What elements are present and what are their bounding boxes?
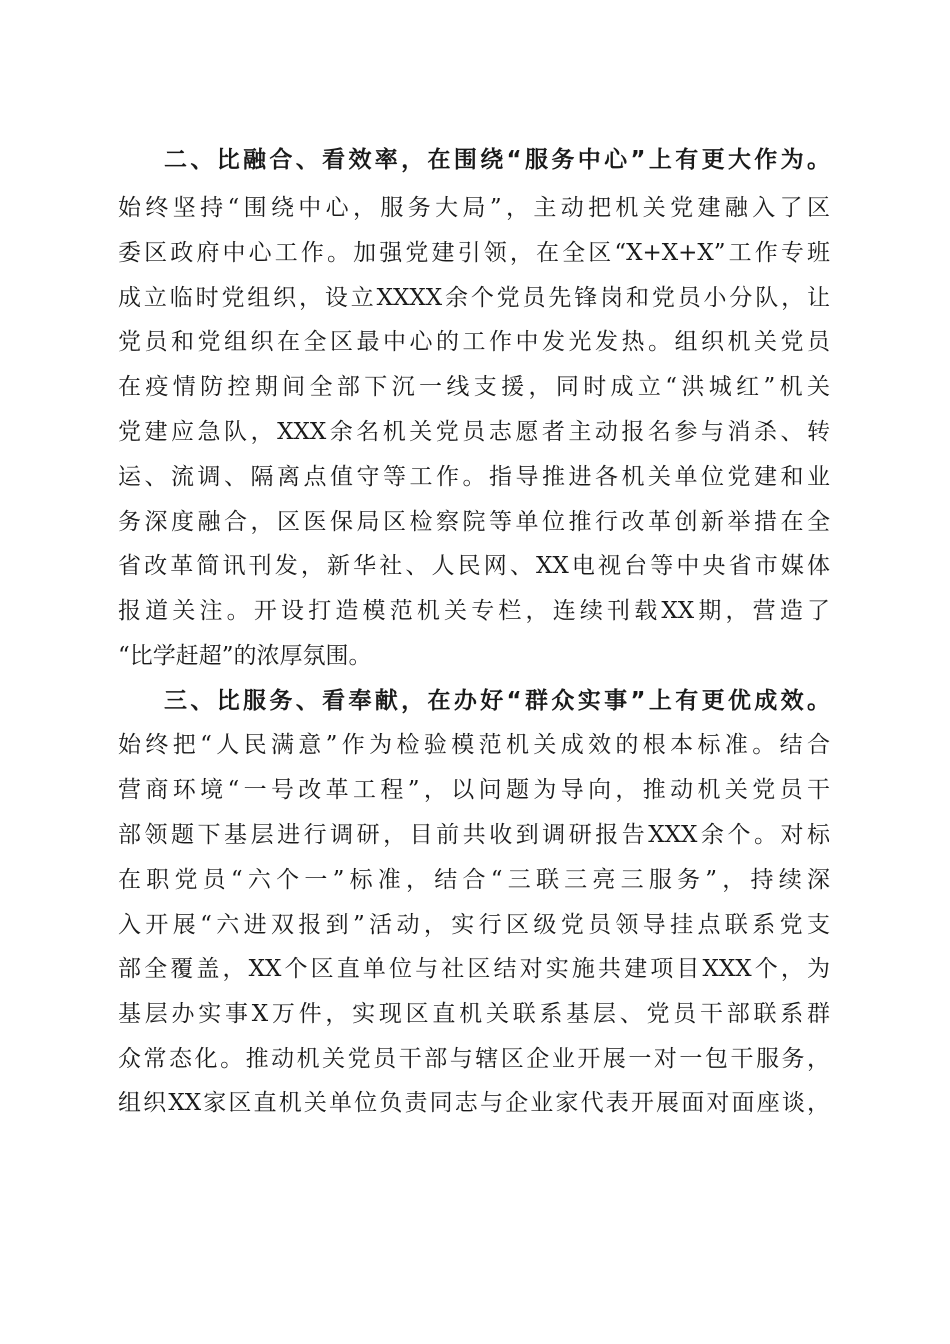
section-2-line-11: “比学赶超”的浓厚氛围。 (118, 643, 372, 669)
section-2-line-2: 委区政府中心工作。加强党建引领，在全区“X+X+X”工作专班 (118, 240, 830, 266)
section-3-line-6: 部全覆盖，XX个区直单位与社区结对实施共建项目XXX个，为 (118, 956, 830, 982)
section-3-line-9: 组织XX家区直机关单位负责同志与企业家代表开展面对面座谈， (118, 1090, 830, 1116)
section-2-line-7: 运、流调、隔离点值守等工作。指导推进各机关单位党建和业 (118, 464, 830, 490)
section-2-line-5: 在疫情防控期间全部下沉一线支援，同时成立“洪城红”机关 (118, 374, 830, 400)
section-3-line-3: 部领题下基层进行调研，目前共收到调研报告XXX余个。对标 (118, 822, 830, 848)
section-3-line-7: 基层办实事X万件，实现区直机关联系基层、党员干部联系群 (118, 1001, 830, 1027)
section-3-line-2: 营商环境“一号改革工程”，以问题为导向，推动机关党员干 (118, 777, 830, 803)
section-2-line-3: 成立临时党组织，设立XXXX余个党员先锋岗和党员小分队，让 (118, 285, 830, 311)
section-2-line-6: 党建应急队，XXX余名机关党员志愿者主动报名参与消杀、转 (118, 419, 830, 445)
section-3-line-8: 众常态化。推动机关党员干部与辖区企业开展一对一包干服务， (118, 1046, 830, 1072)
section-2-line-10: 报道关注。开设打造模范机关专栏，连续刊载XX期，营造了 (118, 598, 830, 624)
section-3-line-5: 入开展“六进双报到”活动，实行区级党员领导挂点联系党支 (118, 912, 830, 938)
section-3-heading: 三、比服务、看奉献，在办好“群众实事”上有更优成效。 (164, 688, 830, 714)
section-2-heading: 二、比融合、看效率，在围绕“服务中心”上有更大作为。 (164, 147, 830, 173)
section-2-line-4: 党员和党组织在全区最中心的工作中发光发热。组织机关党员 (118, 329, 830, 355)
section-2-line-1: 始终坚持“围绕中心，服务大局”，主动把机关党建融入了区 (118, 195, 830, 221)
section-2-line-8: 务深度融合，区医保局区检察院等单位推行改革创新举措在全 (118, 509, 830, 535)
section-2-line-9: 省改革简讯刊发，新华社、人民网、XX电视台等中央省市媒体 (118, 553, 830, 579)
section-3-line-1: 始终把“人民满意”作为检验模范机关成效的根本标准。结合 (118, 732, 830, 758)
section-3-line-4: 在职党员“六个一”标准，结合“三联三亮三服务”，持续深 (118, 867, 830, 893)
